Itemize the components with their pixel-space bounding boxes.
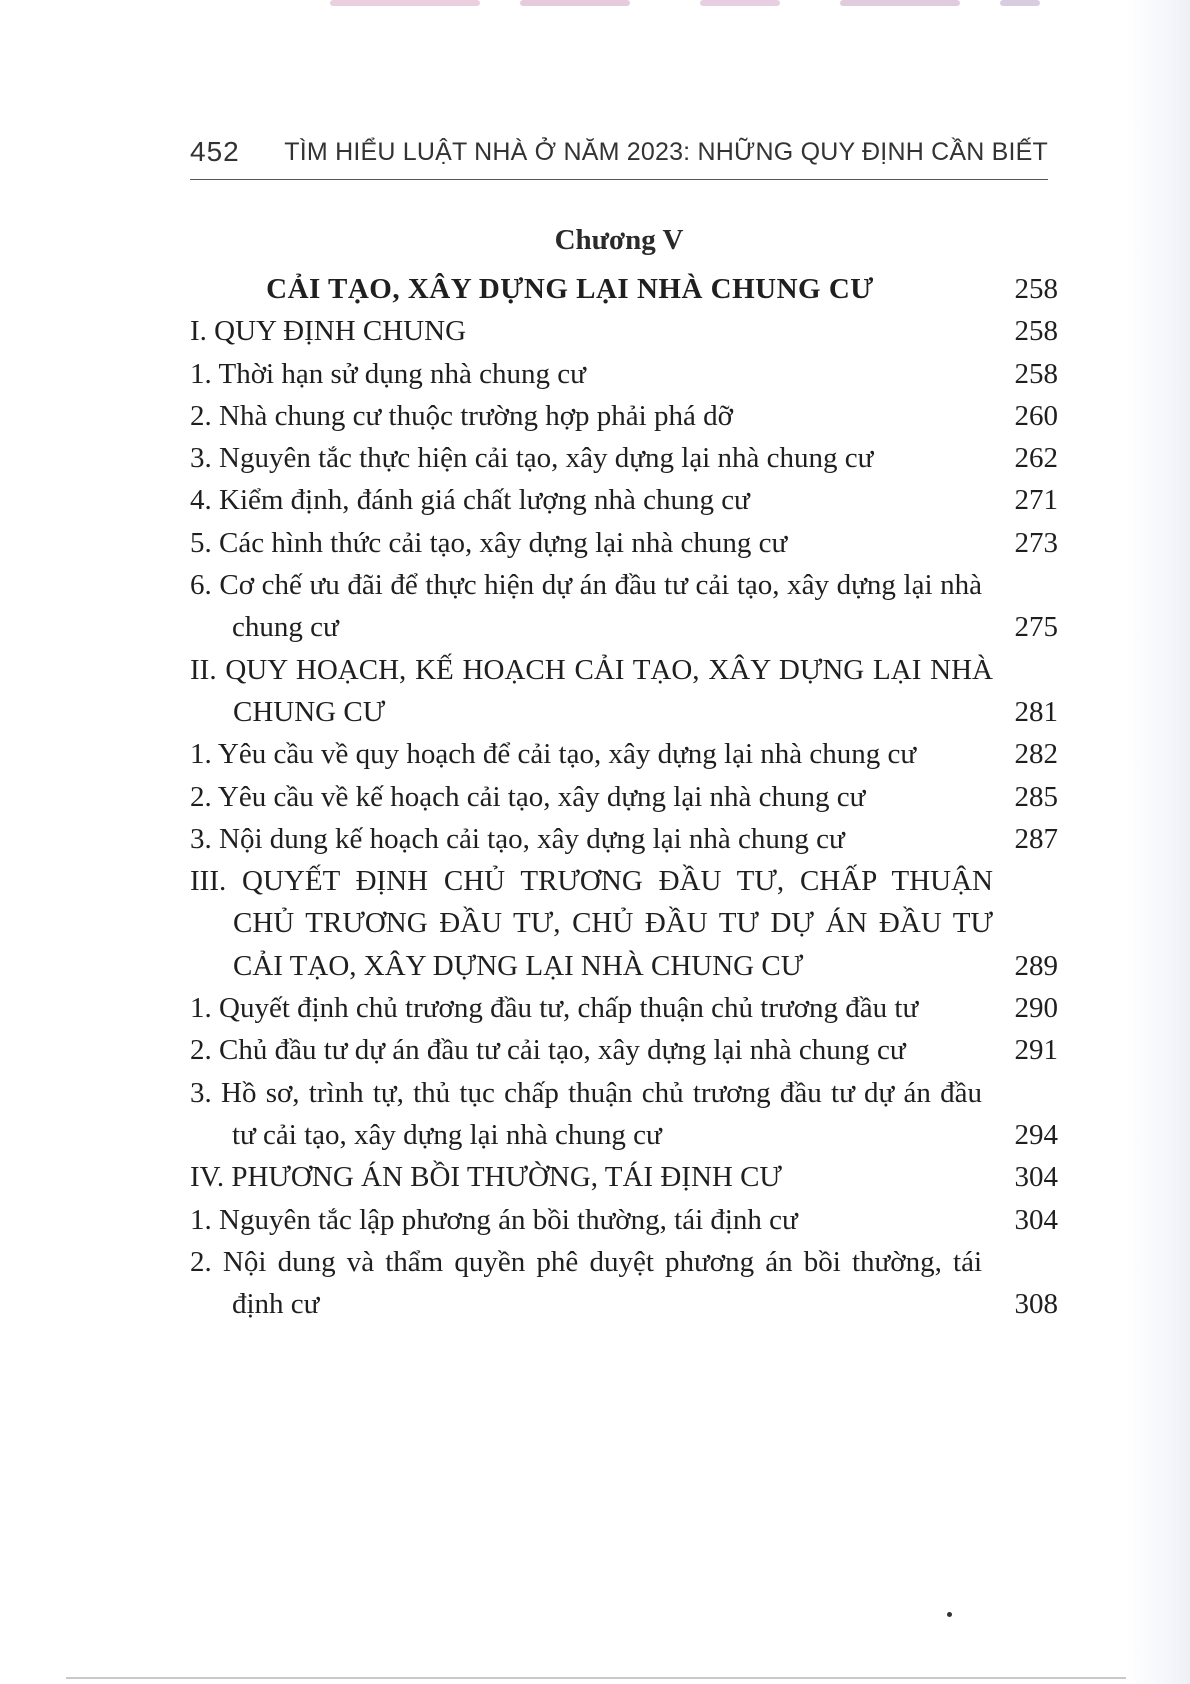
toc-page-number: 290 bbox=[1014, 992, 1058, 1025]
page-edge-shadow bbox=[1126, 0, 1190, 1684]
toc-entry-text: 3. Hồ sơ, trình tự, thủ tục chấp thuận chủ trương đầu tư dự án đầu tư cải tạo, xây dựng lại nhà chung cư bbox=[190, 1076, 982, 1151]
toc-subentry bbox=[190, 479, 1058, 521]
toc-page-number: 281 bbox=[1014, 695, 1058, 728]
toc-subentry bbox=[190, 1241, 1058, 1326]
toc-page-number: 308 bbox=[1014, 1288, 1058, 1321]
chapter-label: Chương V bbox=[554, 224, 684, 256]
toc-entry-text: III. QUYẾT ĐỊNH CHỦ TRƯƠNG ĐẦU TƯ, CHẤP THUẬN CHỦ TRƯƠNG ĐẦU TƯ, CHỦ ĐẦU TƯ DỰ ÁN ĐẦU TƯ CẢI TẠO, XÂY DỰNG LẠI NHÀ CHUNG CƯ bbox=[190, 865, 993, 982]
toc-page-number: 304 bbox=[1014, 1203, 1058, 1236]
toc-page-number: 289 bbox=[1014, 949, 1058, 982]
toc-page-number: 275 bbox=[1014, 611, 1058, 644]
toc-entry-text: 1. Nguyên tắc lập phương án bồi thường, tái định cư bbox=[190, 1203, 798, 1236]
toc-subentry bbox=[190, 818, 1058, 860]
table-of-contents bbox=[190, 268, 1058, 1325]
toc-entry-text: 6. Cơ chế ưu đãi để thực hiện dự án đầu tư cải tạo, xây dựng lại nhà chung cư bbox=[190, 569, 982, 644]
toc-entry-text: 1. Yêu cầu về quy hoạch để cải tạo, xây dựng lại nhà chung cư bbox=[190, 738, 917, 771]
toc-entry-text: 2. Nhà chung cư thuộc trường hợp phải phá dỡ bbox=[190, 399, 733, 432]
toc-section bbox=[190, 860, 1058, 987]
toc-subentry bbox=[190, 1072, 1058, 1157]
toc-page-number: 294 bbox=[1014, 1118, 1058, 1151]
toc-page-number: 271 bbox=[1014, 484, 1058, 517]
toc-page-number: 285 bbox=[1014, 780, 1058, 813]
toc-section bbox=[190, 1156, 1058, 1198]
toc-page-number: 291 bbox=[1014, 1034, 1058, 1067]
scan-top-edge-marks bbox=[0, 0, 1190, 14]
toc-subentry bbox=[190, 522, 1058, 564]
toc-entry-text: 1. Quyết định chủ trương đầu tư, chấp thuận chủ trương đầu tư bbox=[190, 992, 919, 1025]
toc-page-number: 273 bbox=[1014, 526, 1058, 559]
toc-subentry bbox=[190, 353, 1058, 395]
toc-entry-text: 3. Nội dung kế hoạch cải tạo, xây dựng lại nhà chung cư bbox=[190, 822, 845, 855]
toc-entry-text: 5. Các hình thức cải tạo, xây dựng lại nhà chung cư bbox=[190, 526, 788, 559]
toc-entry-text: I. QUY ĐỊNH CHUNG bbox=[190, 315, 467, 348]
toc-section bbox=[190, 310, 1058, 352]
running-title: TÌM HIỂU LUẬT NHÀ Ở NĂM 2023: NHỮNG QUY ĐỊNH CẦN BIẾT bbox=[284, 138, 1048, 166]
toc-subentry bbox=[190, 395, 1058, 437]
toc-entry-text: 3. Nguyên tắc thực hiện cải tạo, xây dựng lại nhà chung cư bbox=[190, 442, 874, 475]
toc-page-number: 258 bbox=[1014, 357, 1058, 390]
toc-entry-text: 2. Chủ đầu tư dự án đầu tư cải tạo, xây dựng lại nhà chung cư bbox=[190, 1034, 906, 1067]
toc-subentry bbox=[190, 987, 1058, 1029]
toc-page-number: 260 bbox=[1014, 399, 1058, 432]
toc-page-number: 282 bbox=[1014, 738, 1058, 771]
toc-entry-text: II. QUY HOẠCH, KẾ HOẠCH CẢI TẠO, XÂY DỰNG LẠI NHÀ CHUNG CƯ bbox=[190, 653, 993, 728]
toc-subentry bbox=[190, 1029, 1058, 1071]
scan-bottom-edge bbox=[66, 1677, 1126, 1679]
page-number: 452 bbox=[190, 136, 240, 167]
toc-subentry bbox=[190, 437, 1058, 479]
toc-page-number: 287 bbox=[1014, 822, 1058, 855]
toc-entry-text: 2. Nội dung và thẩm quyền phê duyệt phương án bồi thường, tái định cư bbox=[190, 1245, 982, 1321]
toc-entry-text: 2. Yêu cầu về kế hoạch cải tạo, xây dựng lại nhà chung cư bbox=[190, 780, 866, 813]
toc-entry-text: CẢI TẠO, XÂY DỰNG LẠI NHÀ CHUNG CƯ bbox=[266, 273, 874, 305]
toc-page-number: 304 bbox=[1014, 1161, 1058, 1194]
scan-speck bbox=[947, 1612, 952, 1617]
toc-chapter-title bbox=[190, 268, 1058, 310]
toc-entry-text: 4. Kiểm định, đánh giá chất lượng nhà chung cư bbox=[190, 484, 750, 517]
toc-subentry bbox=[190, 776, 1058, 818]
toc-page-number: 262 bbox=[1014, 442, 1058, 475]
toc-subentry bbox=[190, 564, 1058, 649]
toc-section bbox=[190, 649, 1058, 734]
toc-entry-text: 1. Thời hạn sử dụng nhà chung cư bbox=[190, 357, 586, 390]
toc-page-number: 258 bbox=[1014, 315, 1058, 348]
toc-entry-text: IV. PHƯƠNG ÁN BỒI THƯỜNG, TÁI ĐỊNH CƯ bbox=[190, 1161, 782, 1194]
running-header bbox=[190, 136, 1048, 180]
toc-subentry bbox=[190, 733, 1058, 775]
toc-subentry bbox=[190, 1199, 1058, 1241]
toc-page-number: 258 bbox=[1014, 273, 1058, 305]
